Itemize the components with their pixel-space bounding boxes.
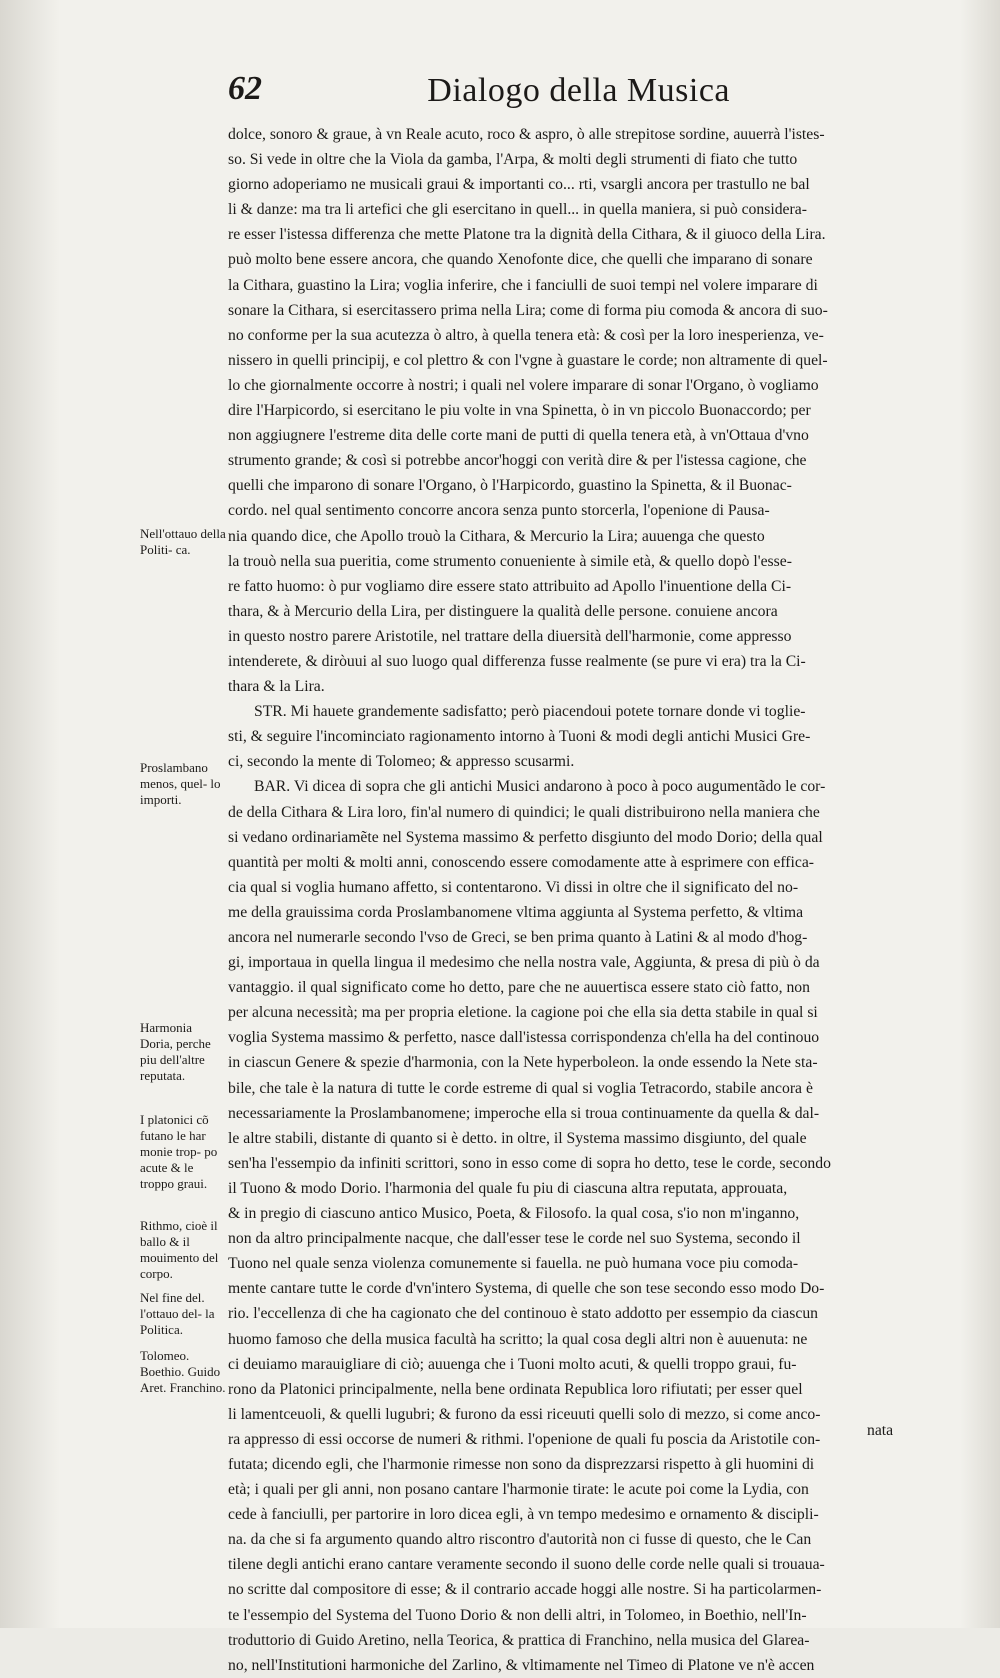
text-line: troduttorio di Guido Aretino, nella Teorica, & prattica di Franchino, nella musica del Glarea- (228, 1631, 810, 1649)
text-line: voglia Systema massimo & perfetto, nasce dall'istessa corrispondenza ch'ella ha del continouo (228, 1029, 820, 1047)
text-line: in questo nostro parere Aristotile, nel trattare della diuersità dell'harmonie, come appresso (228, 627, 792, 645)
margin-note: Tolomeo. Boethio. Guido Aret. Franchino. (140, 1348, 226, 1395)
text-line: BAR. Vi dicea di sopra che gli antichi Musici andarono à poco à poco augumentãdo le cor- (254, 778, 826, 796)
text-line: quelli che imparono di sonare l'Organo, ò l'Harpicordo, guastino la Spinetta, & il Buonac- (228, 477, 792, 495)
text-line: no, nell'Institutioni harmoniche del Zarlino, & vltimamente nel Timeo di Platone ve n'è accen (228, 1656, 815, 1674)
text-line: bile, che tale è la natura di tutte le corde estreme di qual si voglia Tetracordo, stabile ancora è (228, 1079, 813, 1097)
text-line: cordo. nel qual sentimento concorre ancora senza punto storcerla, l'openione di Pausa- (228, 502, 770, 520)
margin-note: Proslambano menos, quel- lo importi. (140, 760, 221, 807)
text-line: rono da Platonici principalmente, nella bene ordinata Republica loro rifiutati; per esser quel (228, 1380, 803, 1398)
text-line: thara & la Lira. (228, 678, 325, 696)
text-line: sonare la Cithara, si esercitassero prima nella Lira; come di forma piu comoda & ancora di suo- (228, 301, 828, 319)
text-line: giorno adoperiamo ne musicali graui & importanti co... rti, vsargli ancora per trastullo ne bal (228, 176, 810, 194)
text-line: lo che giornalmente occorre à nostri; i quali nel volere imparare di sonar l'Organo, ò vogliamo (228, 376, 819, 394)
text-line: sti, & seguire l'incominciato ragionamento intorno à Tuoni & modi degli antichi Musici Gre- (228, 728, 811, 746)
text-line: intenderete, & diròuui al suo luogo qual differenza fusse realmente (se pure vi era) tra la Ci- (228, 652, 806, 670)
text-line: dolce, sonoro & graue, à vn Reale acuto, roco & aspro, ò alle strepitose sordine, auuerrà l'istes- (228, 126, 825, 143)
text-line: no conforme per la sua acutezza ò altro, à quella tenera età: & così per la loro inesperienza, ve- (228, 326, 824, 344)
text-line: futata; dicendo egli, che l'harmonie rimesse non sono da disprezzarsi rispetto à gli huomini di (228, 1455, 815, 1473)
text-line: quantità per molti & molti anni, conoscendo essere comodamente atte à esprimere con effica- (228, 853, 815, 871)
text-line: so. Si vede in oltre che la Viola da gamba, l'Arpa, & molti degli strumenti di fiato che tutto (228, 151, 798, 169)
text-line: ancora nel numerarle secondo l'vso de Greci, se ben prima quanto à Latini & al modo d'hog- (228, 929, 808, 946)
text-line: la Cithara, guastino la Lira; voglia inferire, che i fanciulli de suoi tempi nel volere imparare di (228, 276, 818, 294)
page-number: 62 (228, 70, 262, 107)
text-line: no scritte dal compositore di esse; & il contrario accade hoggi alle nostre. Si ha particolarmen- (228, 1581, 822, 1599)
text-line: rio. l'eccellenza di che ha cagionato che del continouo è stato addotto per essempio da ciascun (228, 1305, 819, 1323)
margin-note: Nell'ottauo della Politi- ca. (140, 526, 226, 557)
text-line: na. da che si fa argumento quando altro riscontro d'autorità non ci fusse di questo, che le Can (228, 1531, 812, 1549)
text-line: non aggiugnere l'estreme dita delle corte mani de putti di quella tenera età, à vn'Ottaua d'vno (228, 427, 809, 445)
text-line: ci deuiamo marauigliare di ciò; auuenga che i Tuoni molto acuti, & quelli troppo graui, fu- (228, 1355, 797, 1373)
catchword: nata (867, 1422, 894, 1439)
page-header (228, 70, 730, 118)
text-line: tilene degli antichi erano cantare veramente secondo il suono delle corde nelle quali si trouaua- (228, 1556, 825, 1574)
text-line: cede à fanciulli, per partorire in loro dicea egli, à vn tempo medesimo e ornamento & discipli- (228, 1506, 819, 1524)
text-line: dire l'Harpicordo, si esercitano le piu volte in vna Spinetta, ò in vn piccolo Buonaccordo; per (228, 402, 811, 420)
text-line: Tuono nel quale senza violenza comunemente si fauella. ne può humana voce piu comoda- (228, 1255, 799, 1273)
running-title: Dialogo della Musica (427, 72, 730, 109)
text-line: nissero in quelli principij, e col plettro & con l'vgne à guastare le corde; non altramente di quel- (228, 351, 828, 369)
text-line: huomo famoso che della musica facultà ha scritto; la qual cosa degli altri non è auuenuta: ne (228, 1330, 808, 1348)
text-line: cia qual si voglia humano affetto, si contentarono. Vi dissi in oltre che il significato del no- (228, 878, 799, 896)
text-line: de della Cithara & Lira loro, fin'al numero di quindici; le quali distribuirono nella maniera che (228, 803, 820, 821)
text-line: si vedano ordinariamẽte nel Systema massimo & perfetto disgiunto del modo Dorio; della qual (228, 828, 823, 846)
text-line: il Tuono & modo Dorio. l'harmonia del quale fu piu di ciascuna altra reputata, approuata, (228, 1179, 788, 1197)
text-line: la trouò nella sua pueritia, come strumento conueniente à simile età, & quello dopò l'esse- (228, 552, 792, 570)
text-line: nia quando dice, che Apollo trouò la Cithara, & Mercurio la Lira; auuenga che questo (228, 527, 765, 545)
text-line: non da altro principalmente nacque, che dall'esser tese le corde nel suo Systema, secondo il (228, 1230, 801, 1248)
text-line: vantaggio. il qual significato come ho detto, pare che ne auuertisca essere stato ciò fatto, non (228, 979, 810, 997)
text-line: re fatto huomo: ò pur vogliamo dire essere stato attribuito ad Apollo l'inuentione della Ci- (228, 577, 792, 595)
text-line: in ciascun Genere & spezie d'harmonia, con la Nete hyperboleon. la onde essendo la Nete sta- (228, 1054, 818, 1072)
margin-note: Rithmo, cioè il ballo & il mouimento del corpo. (140, 1218, 219, 1281)
text-line: STR. Mi hauete grandemente sadisfatto; però piacendoui potete tornare donde vi toglie- (254, 703, 806, 721)
text-line: li & danze: ma tra li artefici che gli esercitano in quell... in quella maniera, si può considera- (228, 201, 807, 219)
text-line: sen'ha l'essempio da infiniti scrittori, sono in esso come di sopra ho detto, tese le corde, secondo (228, 1154, 831, 1172)
text-line: re esser l'istessa differenza che mette Platone tra la dignità della Cithara, & il giuoco della Lira. (228, 226, 826, 244)
text-line: ci, secondo la mente di Tolomeo; & appresso scusarmi. (228, 753, 575, 771)
main-text (228, 122, 831, 1678)
text-line: thara, & à Mercurio della Lira, per distinguere la qualità delle persone. conuiene ancora (228, 602, 778, 620)
text-line: può molto bene essere ancora, che quando Xenofonte dice, che quelli che imparano di sonare (228, 251, 813, 269)
text-line: mente cantare tutte le corde d'vn'intero Systema, di quelle che son tese secondo esso modo Do- (228, 1280, 825, 1298)
text-line: ra appresso di essi occorse de numeri & rithmi. l'openione de quali fu poscia da Aristotile con- (228, 1430, 821, 1448)
text-line: gi, importaua in quella lingua il medesimo che nella nostra vale, Aggiunta, & presa di più ò da (228, 954, 820, 972)
text-line: li lamentceuoli, & quelli lugubri; & furono da essi riceuuti quelli solo di mezzo, si come anco- (228, 1405, 821, 1423)
text-line: età; i quali per gli anni, non posano cantare l'harmonie tirate: le acute poi come la Lydia, con (228, 1481, 809, 1499)
text-line: strumento grande; & così si potrebbe ancor'hoggi con verità dire & per l'istessa cagione, che (228, 452, 807, 470)
text-line: per alcuna necessità; ma per propria eletione. la cagione poi che ella sia detta stabile in qual si (228, 1004, 818, 1022)
margin-note: I platonici cõ futano le har monie trop- po acute & le troppo graui. (140, 1112, 218, 1191)
text-line: te l'essempio del Systema del Tuono Dorio & non delli altri, in Tolomeo, in Boethio, nell'In- (228, 1606, 807, 1624)
text-line: & in pregio di ciascuno antico Musico, Poeta, & Filosofo. la qual cosa, s'io non m'inganno, (228, 1205, 800, 1223)
text-line: me della grauissima corda Proslambanomene vltima aggiunta al Systema perfetto, & vltima (228, 903, 804, 921)
margin-note: Nel fine del. l'ottauo del- la Politica. (140, 1290, 215, 1337)
text-line: le altre stabili, distante di quanto si è detto. in oltre, il Systema massimo disgiunto, del quale (228, 1129, 807, 1147)
margin-note: Harmonia Doria, perche piu dell'altre reputata. (140, 1020, 211, 1083)
text-line: necessariamente la Proslambanomene; imperoche ella si troua continuamente da quella & dal- (228, 1104, 820, 1122)
